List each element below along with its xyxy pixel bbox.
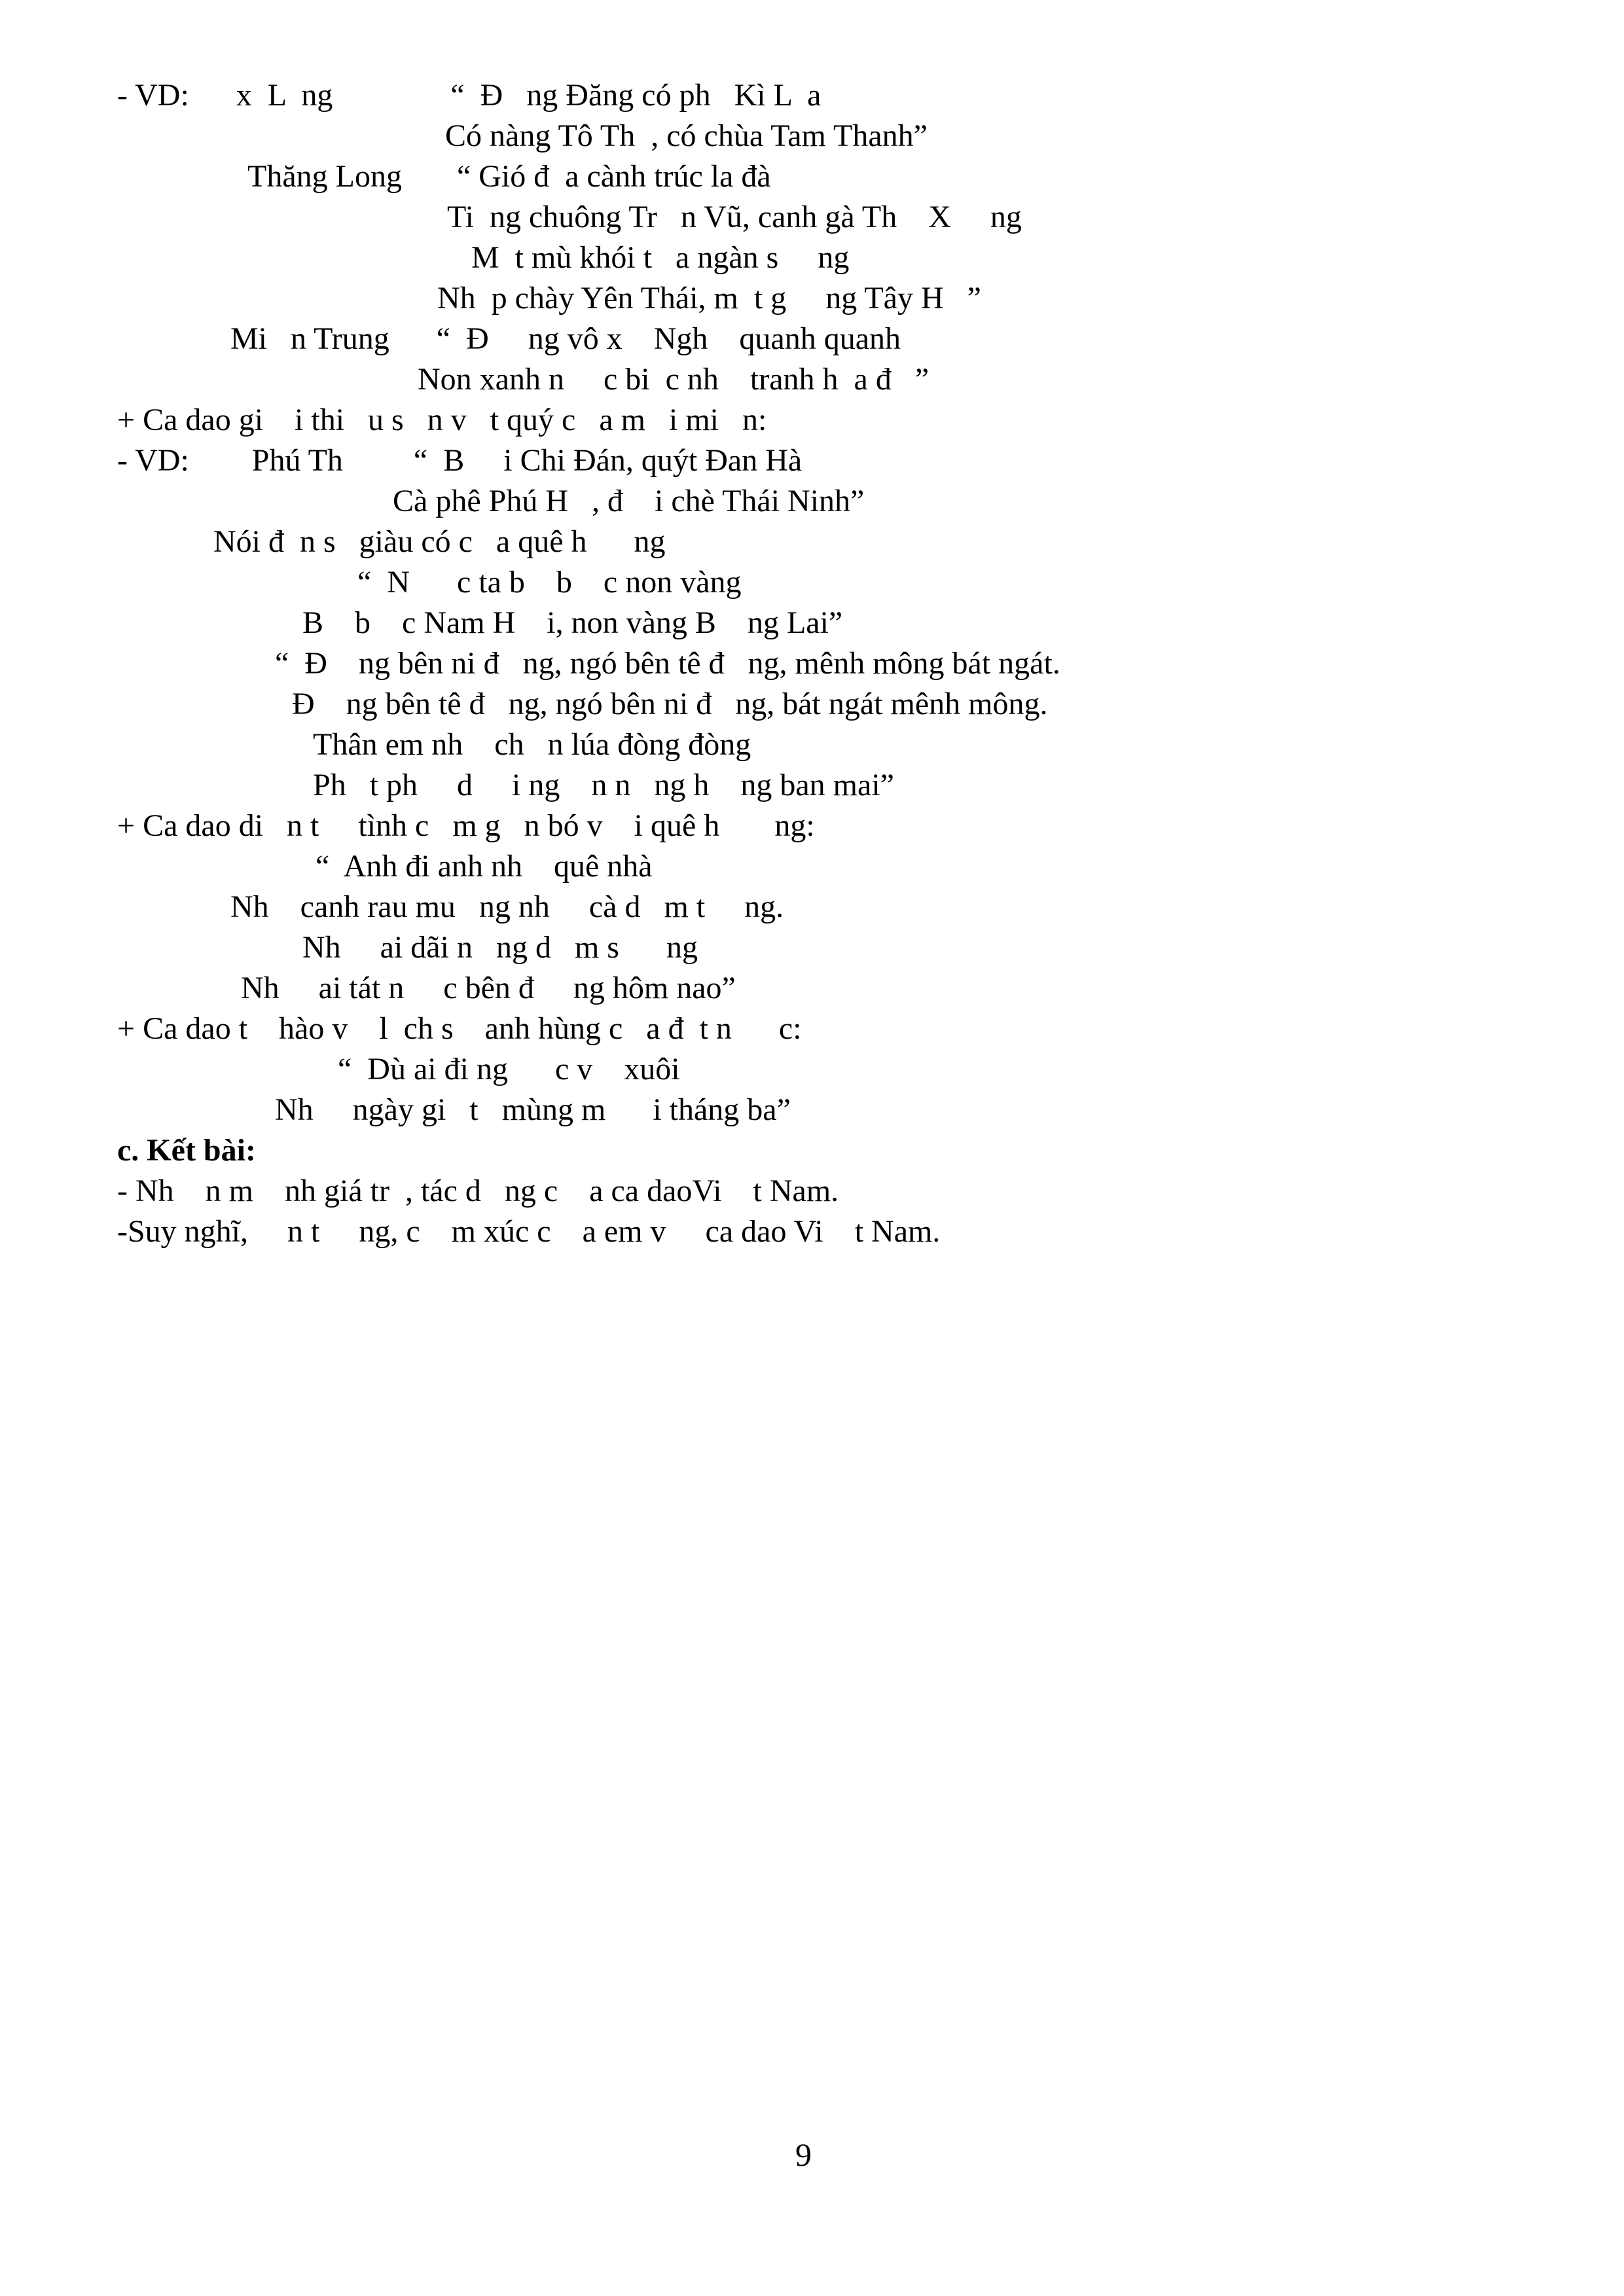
text-line-poem: Thân em nh ch n lúa đòng đòng bbox=[313, 727, 751, 762]
text-line-poem: Non xanh n c bi c nh tranh h a đ ” bbox=[418, 362, 929, 397]
text-line-poem: “ Đ ng bên ni đ ng, ngó bên tê đ ng, mênh mông bát ngát. bbox=[275, 646, 1060, 681]
text-line-poem: Cà phê Phú H , đ i chè Thái Ninh” bbox=[393, 484, 865, 518]
text-line-poem: Nh ngày gi t mùng m i tháng ba” bbox=[275, 1092, 791, 1127]
text-line-poem: B b c Nam H i, non vàng B ng Lai” bbox=[302, 605, 843, 640]
text-line-poem: Nh ai dãi n ng d m s ng bbox=[302, 930, 698, 965]
text-line-conclusion: - Nh n m nh giá tr , tác d ng c a ca daoVi t Nam. bbox=[117, 1174, 839, 1208]
text-line-commentary: Nói đ n s giàu có c a quê h ng bbox=[213, 524, 666, 559]
text-line-poem: Có nàng Tô Th , có chùa Tam Thanh” bbox=[445, 118, 928, 153]
text-line-poem: “ N c ta b b c non vàng bbox=[357, 565, 742, 600]
text-line-poem: “ Dù ai đi ng c v xuôi bbox=[338, 1052, 680, 1086]
text-line-poem: M t mù khói t a ngàn s ng bbox=[471, 240, 850, 275]
text-line-vd-xu-lang: - VD: x L ng “ Đ ng Đăng có ph Kì L a bbox=[117, 78, 821, 113]
text-line-poem: Ph t ph d i ng n n ng h ng ban mai” bbox=[313, 768, 894, 802]
text-line-thang-long: Thăng Long “ Gió đ a cành trúc la đà bbox=[247, 159, 771, 194]
text-line-section-point: + Ca dao gi i thi u s n v t quý c a m i mi n: bbox=[117, 403, 767, 437]
section-heading-conclusion: c. Kết bài: bbox=[117, 1133, 256, 1168]
text-line-section-point: + Ca dao di n t tình c m g n bó v i quê h ng: bbox=[117, 808, 815, 843]
text-line-poem: “ Anh đi anh nh quê nhà bbox=[316, 849, 653, 884]
text-line-poem: Nh ai tát n c bên đ ng hôm nao” bbox=[241, 971, 736, 1005]
text-line-section-point: + Ca dao t hào v l ch s anh hùng c a đ t n c: bbox=[117, 1011, 802, 1046]
page-number: 9 bbox=[795, 2136, 812, 2173]
text-line-poem: Nh p chày Yên Thái, m t g ng Tây H ” bbox=[437, 281, 981, 315]
text-line-mien-trung: Mi n Trung “ Đ ng vô x Ngh quanh quanh bbox=[230, 321, 901, 356]
text-line-conclusion: -Suy nghĩ, n t ng, c m xúc c a em v ca dao Vi t Nam. bbox=[117, 1214, 941, 1249]
text-line-poem: Đ ng bên tê đ ng, ngó bên ni đ ng, bát ngát mênh mông. bbox=[292, 687, 1048, 721]
text-line-poem: Ti ng chuông Tr n Vũ, canh gà Th X ng bbox=[447, 200, 1022, 234]
text-line-poem: Nh canh rau mu ng nh cà d m t ng. bbox=[230, 889, 784, 924]
text-line-vd-phu-tho: - VD: Phú Th “ B i Chi Đán, quýt Đan Hà bbox=[117, 443, 803, 478]
